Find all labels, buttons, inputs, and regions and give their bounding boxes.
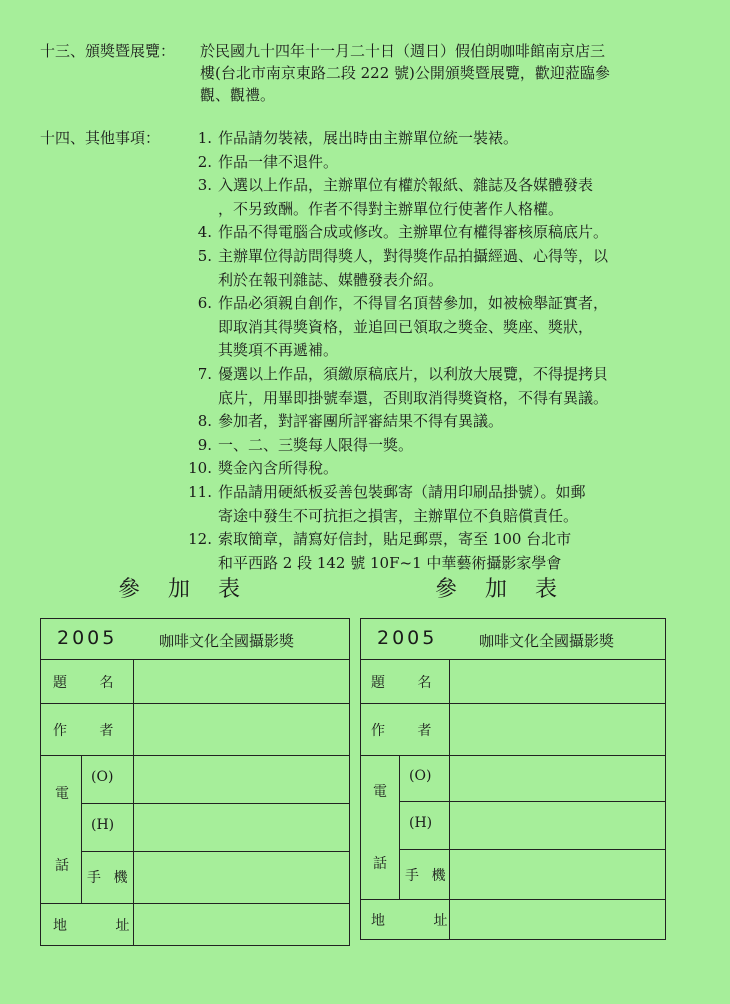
- home-phone-label: (H): [409, 815, 433, 831]
- entry-form-left: [40, 618, 350, 946]
- list-item-line: 獎金內含所得稅。: [218, 459, 339, 478]
- phone-sub-divider: [399, 755, 400, 899]
- list-item-number: 11.: [188, 483, 212, 501]
- form-title-left: 參加表: [118, 577, 269, 602]
- section-13-label: 十三、頒獎暨展覽：: [40, 42, 176, 60]
- list-item-line: 參加者，對評審團所評審結果不得有異議。: [218, 412, 504, 431]
- phone-row-divider: [399, 801, 665, 802]
- list-item-number: 12.: [188, 530, 212, 549]
- list-item-line: 索取簡章，請寫好信封，貼足郵票，寄至 100 台北市: [218, 530, 572, 549]
- list-item: [197, 151, 339, 175]
- phone-sub-divider: [81, 755, 82, 903]
- list-item-line: 其獎項不再遞補。: [218, 341, 339, 360]
- phone-row-divider: [81, 803, 349, 804]
- list-item-number: 4.: [197, 223, 212, 242]
- phone-row-divider: [81, 851, 349, 852]
- phone-label-bottom: 話: [55, 858, 69, 874]
- list-item-line: 作品必須親自創作，不得冒名頂替參加，如被檢舉証實者，: [218, 294, 609, 313]
- section-14-label: 十四、其他事項：: [40, 129, 161, 147]
- form-row-author: [41, 703, 349, 756]
- list-item-line: 一、二、三獎每人限得一獎。: [218, 435, 414, 454]
- form-row-address: [361, 899, 665, 939]
- mobile-phone-label: 手 機: [405, 868, 450, 884]
- entry-form-right: [360, 618, 666, 940]
- form-row-address: [41, 903, 349, 945]
- form-row-phone: [41, 755, 349, 904]
- office-phone-label: (O): [409, 768, 432, 784]
- address-label: 地 址: [53, 918, 152, 934]
- title-label: 題 名: [53, 675, 128, 691]
- title-label: 題 名: [371, 675, 446, 691]
- address-label: 地 址: [371, 913, 470, 929]
- list-item-number: 3.: [197, 176, 212, 195]
- form-header: [41, 619, 349, 660]
- list-item-line: 作品請用硬紙板妥善包裝郵寄（請用印刷品掛號）。如郵: [218, 483, 586, 501]
- list-item: [197, 174, 594, 221]
- list-item-line: 入選以上作品，主辦單位有權於報紙、雜誌及各媒體發表: [218, 176, 594, 195]
- list-item-number: 9.: [197, 435, 212, 454]
- list-item-number: 1.: [197, 129, 212, 147]
- list-item: [188, 481, 586, 528]
- office-phone-label: (O): [91, 769, 114, 785]
- form-row-title: [41, 659, 349, 704]
- list-item: [197, 245, 609, 292]
- form-row-author: [361, 703, 665, 756]
- list-item-number: 8.: [197, 412, 212, 431]
- list-item-line: 和平西路 2 段 142 號 10F~1 中華藝術攝影家學會: [218, 553, 562, 572]
- form-title-right: 參加表: [435, 577, 586, 602]
- list-item-line: 底片，用畢即掛號奉還，否則取消得獎資格，不得有異議。: [218, 388, 609, 407]
- author-label: 作 者: [371, 723, 446, 739]
- list-item: [197, 127, 519, 151]
- list-item: [188, 528, 572, 575]
- list-item-number: 7.: [197, 365, 212, 383]
- phone-row-divider: [399, 849, 665, 850]
- mobile-phone-label: 手 機: [87, 870, 132, 886]
- author-label: 作 者: [53, 723, 128, 739]
- list-item-number: 5.: [197, 247, 212, 265]
- form-award-name: 咖啡文化全國攝影獎: [159, 632, 295, 650]
- phone-label-top: 電: [373, 784, 387, 800]
- list-item-number: 10.: [188, 459, 212, 478]
- list-item: [188, 457, 339, 481]
- list-item: [197, 363, 609, 410]
- form-year: 2005: [377, 627, 438, 649]
- list-item-line: 寄途中發生不可抗拒之損害，主辦單位不負賠償責任。: [218, 506, 579, 525]
- list-item-line: 作品一律不退件。: [218, 152, 339, 171]
- form-row-phone: [361, 755, 665, 900]
- form-header: [361, 619, 665, 660]
- list-item: [197, 434, 414, 458]
- home-phone-label: (H): [91, 817, 115, 833]
- list-item-line: 主辦單位得訪問得獎人，對得獎作品拍攝經過、心得等，以: [218, 247, 609, 265]
- section-13-line: 樓(台北市南京東路二段 222 號)公開頒獎暨展覽，歡迎蒞臨參: [200, 64, 610, 82]
- list-item: [197, 292, 609, 363]
- list-item-line: 利於在報刊雜誌、媒體發表介紹。: [218, 270, 444, 289]
- list-item-line: 作品請勿裝裱，展出時由主辦單位統一裝裱。: [218, 129, 519, 147]
- section-13-line: 於民國九十四年十一月二十日（週日）假伯朗咖啡館南京店三: [200, 42, 606, 60]
- list-item-number: 6.: [197, 294, 212, 313]
- section-13-body: [200, 40, 610, 106]
- list-item-line: 優選以上作品，須繳原稿底片，以利放大展覽，不得提拷貝: [218, 365, 609, 383]
- phone-label-bottom: 話: [373, 856, 387, 872]
- form-row-title: [361, 659, 665, 704]
- list-item-number: 2.: [197, 152, 212, 171]
- list-item-line: 作品不得電腦合成或修改。主辦單位有權得審核原稿底片。: [218, 223, 609, 242]
- list-item-line: 即取消其得獎資格，並追回已領取之獎金、獎座、獎狀，: [218, 317, 594, 336]
- list-item: [197, 410, 504, 434]
- list-item-line: ，不另致酬。作者不得對主辦單位行使著作人格權。: [218, 199, 564, 218]
- form-award-name: 咖啡文化全國攝影獎: [479, 632, 615, 650]
- form-year: 2005: [57, 627, 118, 649]
- phone-label-top: 電: [55, 786, 69, 802]
- section-13-line: 觀、觀禮。: [200, 86, 276, 104]
- list-item: [197, 221, 609, 245]
